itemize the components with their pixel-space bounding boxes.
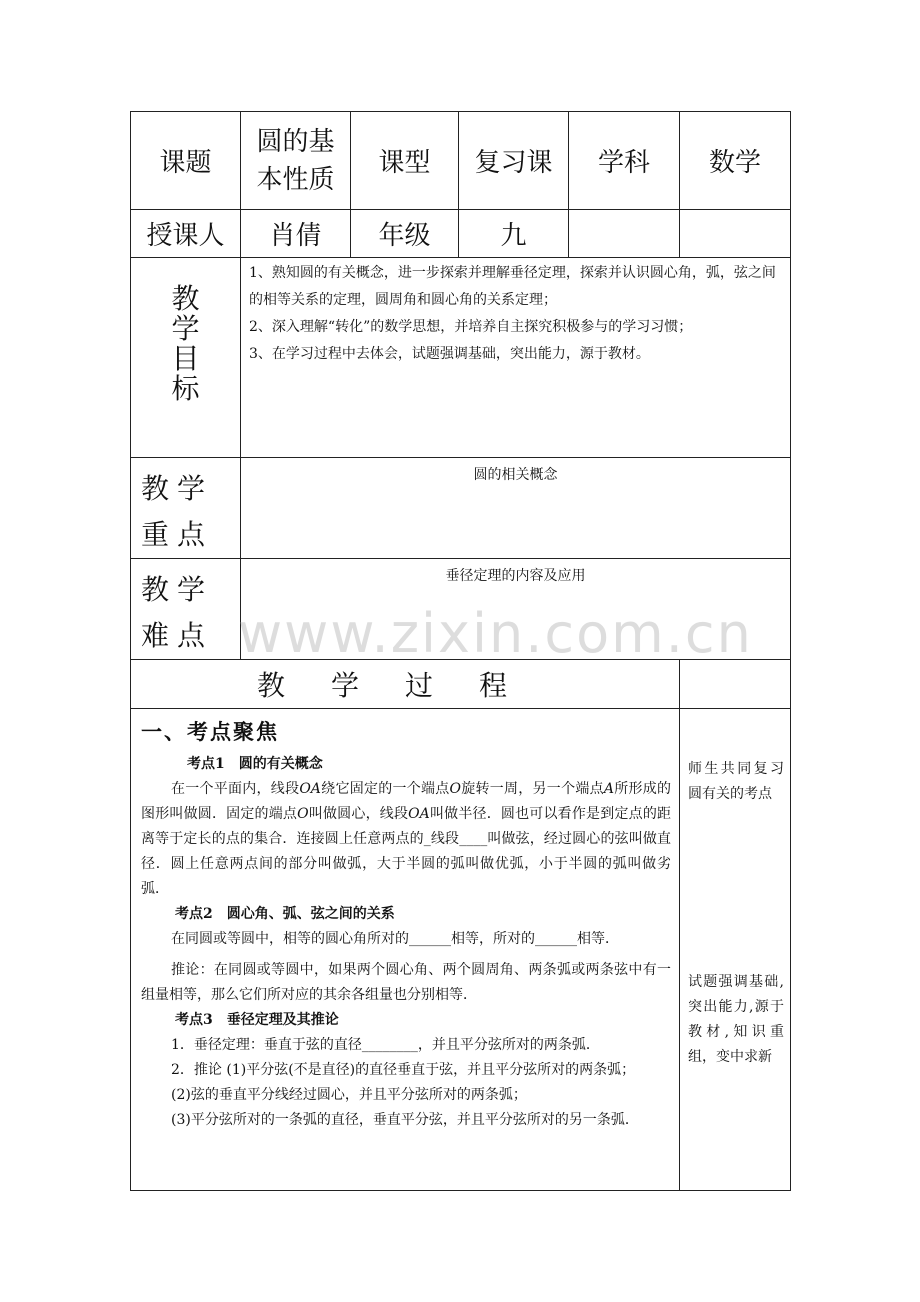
process-content [131,709,680,1191]
kp1-text-b: 绕它固定的一个端点 [320,781,450,797]
topic-value [241,112,351,210]
difficulty-value: 垂径定理的内容及应用 [241,559,791,660]
header-row-2 [131,210,791,258]
kp1-o2: O [297,806,309,822]
kp1-title: 考点1 圆的有关概念 [187,756,323,772]
type-label: 课型 [351,112,459,210]
objective-item-1: 1、熟知圆的有关概念，进一步探索并理解垂径定理，探索并认识圆心角，弧，弦之间的相等关系的定理，圆周角和圆心角的关系定理； [249,265,776,308]
kp1-text-d: 所形成的图形叫做圆．固定的端点 [141,781,672,822]
kp1-text-f: 叫做半径．圆也可以看作是到定点的距离等于定长的点的集合．连接圆上任意两点的_线段____叫做弦，经过圆心的弦叫做直径．圆上任意两点间的部分叫做弧，大于半圆的弧叫做优弧，小于半圆的弧叫做劣弧． [141,806,672,897]
empty-cell-1 [569,210,680,258]
type-value: 复习课 [459,112,569,210]
key-point-value: 圆的相关概念 [241,458,791,559]
key-point-row [131,458,791,559]
kp1-a: A [603,781,614,797]
grade-value: 九 [459,210,569,258]
objective-item-3: 3、在学习过程中去体会，试题强调基础，突出能力，源于教材。 [249,346,650,362]
topic-value-text: 圆的基本性质 [256,126,335,195]
key-point-label-text: 教学重点 [141,472,214,551]
lesson-plan-table [130,111,791,1191]
process-notes [680,709,791,1191]
note-1: 师生共同复习圆有关的考点 [688,761,784,802]
kp1-text-c: 旋转一周，另一个端点 [461,781,604,797]
objective-item-2: 2、深入理解“转化”的数学思想，并培养自主探究积极参与的学习习惯； [249,319,693,335]
process-title-side [680,660,791,709]
topic-label: 课题 [131,112,241,210]
objectives-label-text: 教学目标 [171,282,200,405]
kp3-item-3: (2)弦的垂直平分线经过圆心，并且平分弦所对的两条弧； [171,1087,527,1103]
objectives-content [241,258,791,458]
subject-value: 数学 [680,112,791,210]
empty-cell-2 [680,210,791,258]
difficulty-row [131,559,791,660]
kp3-title: 考点3 垂径定理及其推论 [175,1012,339,1028]
kp1-text-a: 在一个平面内，线段 [171,781,300,797]
teacher-label: 授课人 [131,210,241,258]
process-title: 教学过程 [131,660,680,709]
grade-label: 年级 [351,210,459,258]
note-2: 试题强调基础,突出能力,源于教材,知识重组，变中求新 [688,974,784,1065]
objectives-row [131,258,791,458]
kp1-oa1: OA [299,781,321,797]
objectives-label [131,258,241,458]
header-row-1 [131,112,791,210]
kp1-text [141,777,671,902]
section-title: 一、考点聚焦 [141,719,279,744]
kp3-item-4: (3)平分弦所对的一条弧的直径，垂直平分弦，并且平分弦所对的另一条弧． [171,1112,639,1128]
kp1-text-e: 叫做圆心，线段 [308,806,409,822]
process-content-row [131,709,791,1191]
kp2-inference: 推论：在同圆或等圆中，如果两个圆心角、两个圆周角、两条弧或两条弦中有一组量相等，那么它们所对应的其余各组量也分别相等． [141,962,671,1003]
teacher-value: 肖倩 [241,210,351,258]
kp2-title: 考点2 圆心角、弧、弦之间的关系 [175,906,395,922]
kp1-o1: O [449,781,461,797]
watermark: www.zixin.com.cn [238,602,753,665]
kp2-text: 在同圆或等圆中，相等的圆心角所对的______相等，所对的______相等． [171,931,619,947]
difficulty-label [131,559,241,660]
kp3-item-1: 1．垂径定理：垂直于弦的直径________，并且平分弦所对的两条弧． [171,1037,600,1053]
kp1-oa2: OA [408,806,430,822]
difficulty-label-text: 教学难点 [141,573,214,652]
key-point-label [131,458,241,559]
process-title-row [131,660,791,709]
subject-label: 学科 [569,112,680,210]
kp3-item-2: 2．推论 (1)平分弦(不是直径)的直径垂直于弦，并且平分弦所对的两条弧； [171,1062,636,1078]
